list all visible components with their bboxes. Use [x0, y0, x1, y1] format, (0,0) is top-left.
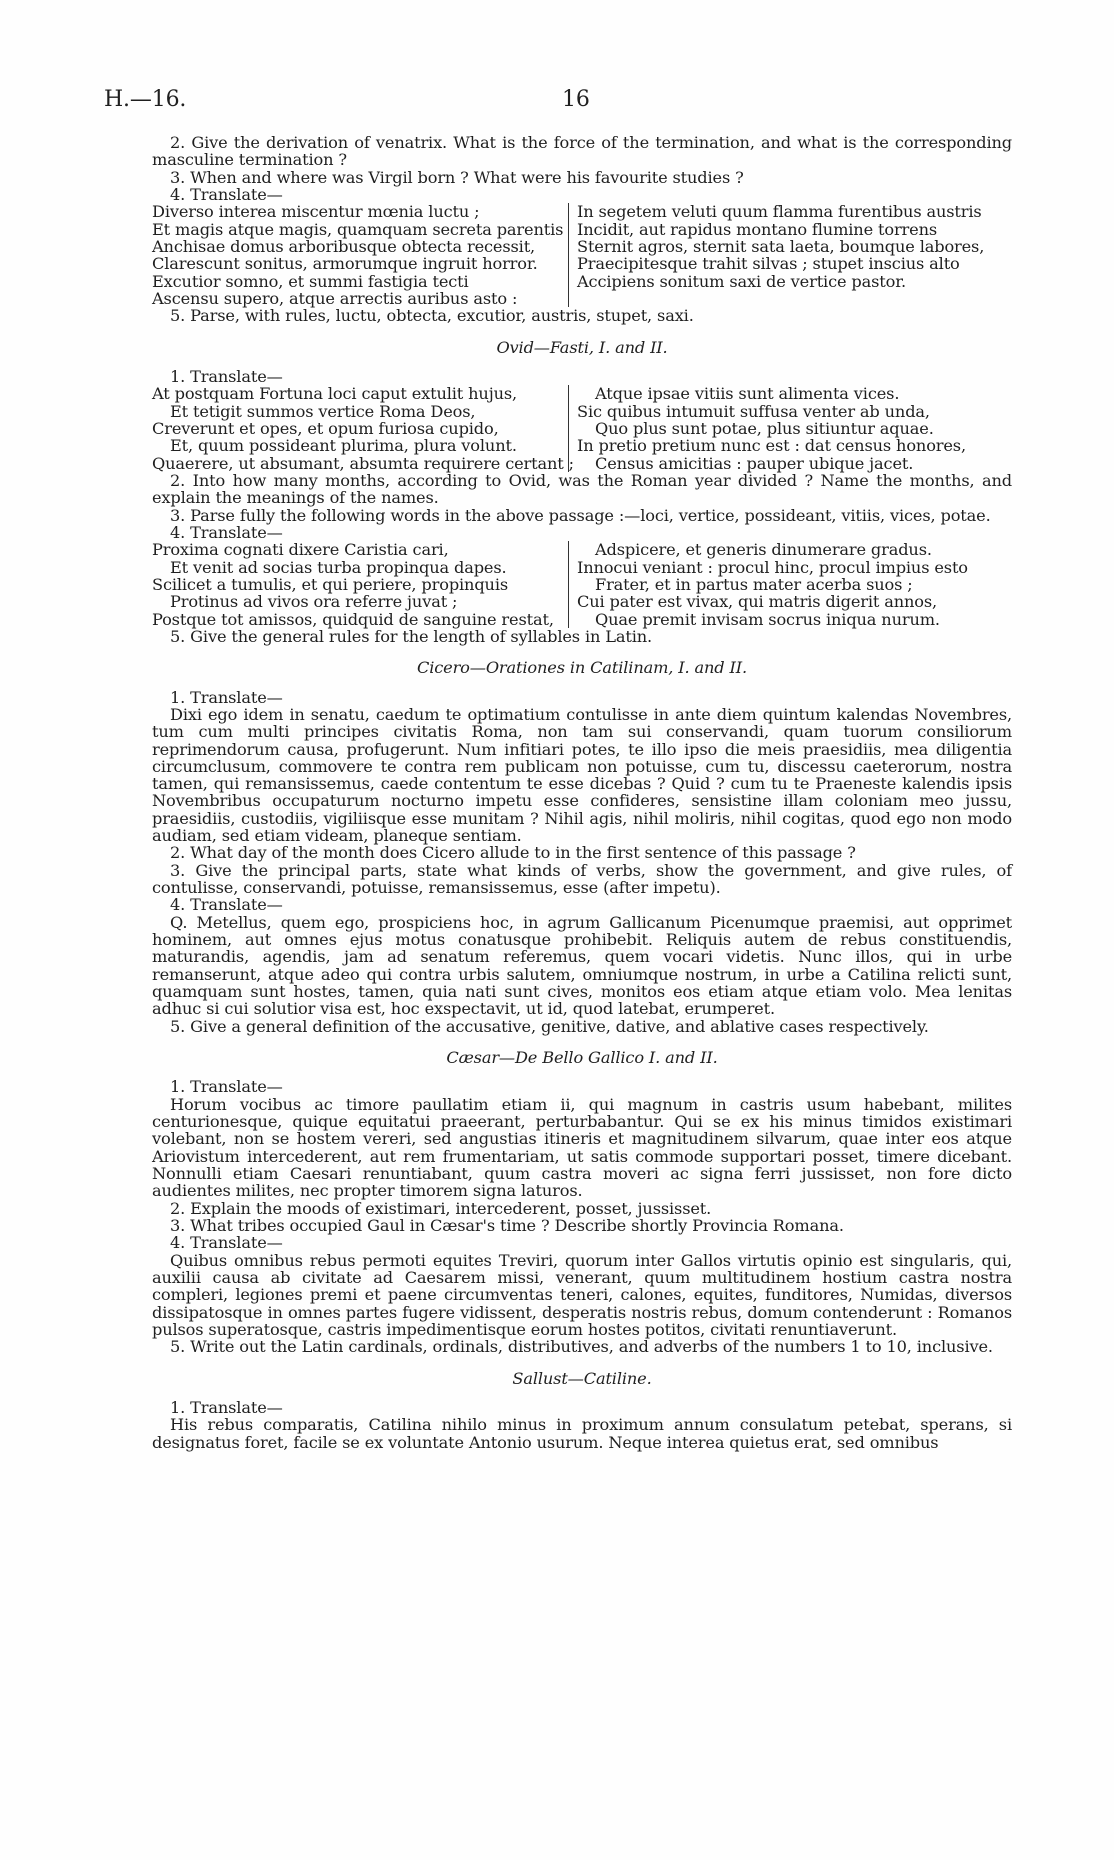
verse-line: Quo plus sunt potae, plus sitiuntur aquae. — [595, 418, 934, 438]
verse-line: Excutior somno, et summi fastigia tecti — [152, 271, 469, 291]
ovid-verse-passage-1 — [152, 385, 1012, 472]
verse-line: Diverso interea miscentur mœnia luctu ; — [152, 202, 480, 222]
caesar-question-1: 1. Translate— — [170, 1077, 283, 1097]
verse-right-column — [568, 203, 1007, 307]
caesar-question-4: 4. Translate— — [170, 1233, 283, 1253]
verse-line: Quaerere, ut absumant, absumta requirere certant ; — [152, 453, 574, 473]
section-heading-caesar: Cæsar—De Bello Gallico I. and II. — [446, 1048, 718, 1068]
verse-left-column — [152, 541, 582, 628]
ovid-question-5: 5. Give the general rules for the length of syllables in Latin. — [170, 626, 653, 646]
verse-line: Frater, et in partus mater acerba suos ; — [595, 574, 913, 594]
verse-right-column — [568, 541, 1007, 628]
caesar-question-2: 2. Explain the moods of existimari, intercederent, posset, jussisset. — [170, 1198, 712, 1218]
verse-left-column — [152, 203, 582, 307]
cicero-question-4: 4. Translate— — [170, 895, 283, 915]
verse-line: Proxima cognati dixere Caristia cari, — [152, 540, 449, 560]
verse-line: Protinus ad vivos ora referre juvat ; — [170, 592, 458, 612]
sallust-question-1: 1. Translate— — [170, 1397, 283, 1417]
verse-line: Anchisae domus arboribusque obtecta recessit, — [152, 236, 536, 256]
verse-line: Quae premit invisam socrus iniqua nurum. — [595, 609, 940, 629]
page-number: 16 — [562, 87, 590, 112]
sallust-passage-1: His rebus comparatis, Catilina nihilo minus in proximum annum consulatum petebat, sperans, si designatus foret, facile se ex voluntate Antonio usurum. Neque interea quietus erat, sed omnibus — [152, 1415, 1012, 1452]
verse-line: Census amicitias : pauper ubique jacet. — [595, 453, 914, 473]
cicero-question-1: 1. Translate— — [170, 687, 283, 707]
caesar-question-3: 3. What tribes occupied Gaul in Cæsar's time ? Describe shortly Provincia Romana. — [170, 1216, 844, 1236]
ovid-question-4: 4. Translate— — [170, 522, 283, 542]
document-reference: H.—16. — [104, 87, 187, 112]
verse-line: Accipiens sonitum saxi de vertice pastor. — [577, 271, 907, 291]
verse-line: Incidit, aut rapidus montano flumine torrens — [577, 219, 937, 239]
virgil-question-3: 3. When and where was Virgil born ? What were his favourite studies ? — [170, 167, 744, 187]
ovid-question-1: 1. Translate— — [170, 366, 283, 386]
virgil-question-5: 5. Parse, with rules, luctu, obtecta, excutior, austris, stupet, saxi. — [170, 306, 694, 326]
section-heading-ovid: Ovid—Fasti, I. and II. — [496, 337, 668, 357]
cicero-question-2: 2. What day of the month does Cicero allude to in the first sentence of this passage ? — [170, 843, 856, 863]
cicero-passage-1: Dixi ego idem in senatu, caedum te optimatium contulisse in ante diem quintum kalendas Novembres, tum cum multi principes civitatis Roma, non tam sui conservandi, quam tuorum consiliorum reprimendorum causa, profugerunt. Num infitiari potes, te illo ipso die meis praesidiis, mea diligentia circumclusum, commovere te contra rem publicam non potuisse, cum tu, discessu caeterorum, nostra tamen, qui remansissemus, caede contentum te esse dicebas ? Quid ? cum tu te Praeneste kalendis ipsis Novembribus occupaturum nocturno impetu esse confideres, sensistine illam coloniam meo jussu, praesidiis, custodiis, vigiliisque esse munitam ? Nihil agis, nihil moliris, nihil cogitas, quod ego non modo audiam, sed etiam videam, planeque sentiam. — [152, 704, 1012, 846]
page — [104, 87, 1012, 1452]
verse-line: Atque ipsae vitiis sunt alimenta vices. — [595, 384, 900, 404]
verse-line: Sic quibus intumuit suffusa venter ab unda, — [577, 401, 930, 421]
caesar-question-5: 5. Write out the Latin cardinals, ordinals, distributives, and adverbs of the numbers 1 to 10, inclusive. — [170, 1337, 993, 1357]
virgil-question-2: 2. Give the derivation of venatrix. What is the force of the termination, and what is the corresponding masculine termination ? — [152, 133, 1012, 170]
verse-line: Et, quum possideant plurima, plura volunt. — [170, 436, 517, 456]
page-header — [104, 87, 1012, 116]
virgil-verse-passage — [152, 203, 1012, 307]
verse-line: Scilicet a tumulis, et qui periere, propinquis — [152, 574, 509, 594]
verse-line: Creverunt et opes, et opum furiosa cupido, — [152, 418, 499, 438]
verse-line: Postque tot amissos, quidquid de sanguine restat, — [152, 609, 554, 629]
verse-line: Et venit ad socias turba propinqua dapes. — [170, 557, 507, 577]
caesar-passage-1: Horum vocibus ac timore paullatim etiam ii, qui magnum in castris usum habebant, milites centurionesque, quique equitatui praeerant, perturbabantur. Qui se ex his minus timidos existimari volebant, non se hostem vereri, sed angustias itineris et magnitudinem silvarum, quae inter eos atque Ariovistum intercederent, aut rem frumentariam, ut satis commode supportari posset, timere dicebant. Nonnulli etiam Caesari renuntiabant, quum castra moveri ac signa ferri jussisset, non fore dicto audientes milites, nec propter timorem signa laturos. — [152, 1094, 1012, 1201]
virgil-question-4: 4. Translate— — [170, 184, 283, 204]
verse-right-column — [568, 385, 1007, 472]
verse-line: In pretio pretium nunc est : dat census honores, — [577, 436, 966, 456]
verse-line: Sternit agros, sternit sata laeta, boumque labores, — [577, 236, 985, 256]
ovid-question-2: 2. Into how many months, according to Ovid, was the Roman year divided ? Name the months, and explain the meanings of the names. — [152, 470, 1012, 508]
verse-line: In segetem veluti quum flamma furentibus austris — [577, 202, 982, 222]
verse-line: Et tetigit summos vertice Roma Deos, — [170, 401, 476, 421]
verse-line: Ascensu supero, atque arrectis auribus asto : — [152, 288, 518, 308]
verse-line: Praecipitesque trahit silvas ; stupet inscius alto — [577, 254, 960, 274]
cicero-question-5: 5. Give a general definition of the accusative, genitive, dative, and ablative cases respectively. — [170, 1016, 929, 1036]
verse-line: Innocui veniant : procul hinc, procul impius esto — [577, 557, 968, 577]
ovid-verse-passage-2 — [152, 541, 1012, 628]
ovid-question-3: 3. Parse fully the following words in the above passage :—loci, vertice, possideant, vitiis, vices, potae. — [170, 505, 991, 525]
caesar-passage-2: Quibus omnibus rebus permoti equites Treviri, quorum inter Gallos virtutis opinio est singularis, qui, auxilii causa ab civitate ad Caesarem missi, venerant, quum multitudinem hostium castra nostra compleri, legiones premi et paene circumventas teneri, calones, equites, funditores, Numidas, diversos dissipatosque in omnes partes fugere vidissent, desperatis nostris rebus, domum contenderunt : Romanos pulsos superatosque, castris impedimentisque eorum hostes potitos, civitati renuntiaverunt. — [152, 1250, 1012, 1339]
verse-line: At postquam Fortuna loci caput extulit hujus, — [152, 384, 518, 404]
section-heading-sallust: Sallust—Catiline. — [512, 1368, 652, 1388]
verse-line: Et magis atque magis, quamquam secreta parentis — [152, 219, 564, 239]
cicero-passage-2: Q. Metellus, quem ego, prospiciens hoc, in agrum Gallicanum Picenumque praemisi, aut opprimet hominem, aut omnes ejus motus conatusque prohibebit. Reliquis autem de rebus constituendis, maturandis, agendis, jam ad senatum referemus, quem vocari videtis. Nunc illos, qui in urbe remanserunt, atque adeo qui contra urbis salutem, omniumque nostrum, in urbe a Catilina relicti sunt, quamquam sunt hostes, tamen, quia nati sunt cives, monitos eos etiam atque etiam volo. Mea lenitas adhuc si cui solutior visa est, hoc exspectavit, ut id, quod latebat, erumperet. — [152, 912, 1012, 1019]
cicero-question-3: 3. Give the principal parts, state what kinds of verbs, show the government, and give rules, of contulisse, conservandi, potuisse, remansissemus, esse (after impetu). — [152, 860, 1012, 898]
verse-line: Clarescunt sonitus, armorumque ingruit horror. — [152, 254, 538, 274]
verse-left-column — [152, 385, 582, 472]
verse-line: Cui pater est vivax, qui matris digerit annos, — [577, 592, 938, 612]
section-heading-cicero: Cicero—Orationes in Catilinam, I. and II. — [416, 658, 748, 678]
verse-line: Adspicere, et generis dinumerare gradus. — [595, 540, 932, 560]
